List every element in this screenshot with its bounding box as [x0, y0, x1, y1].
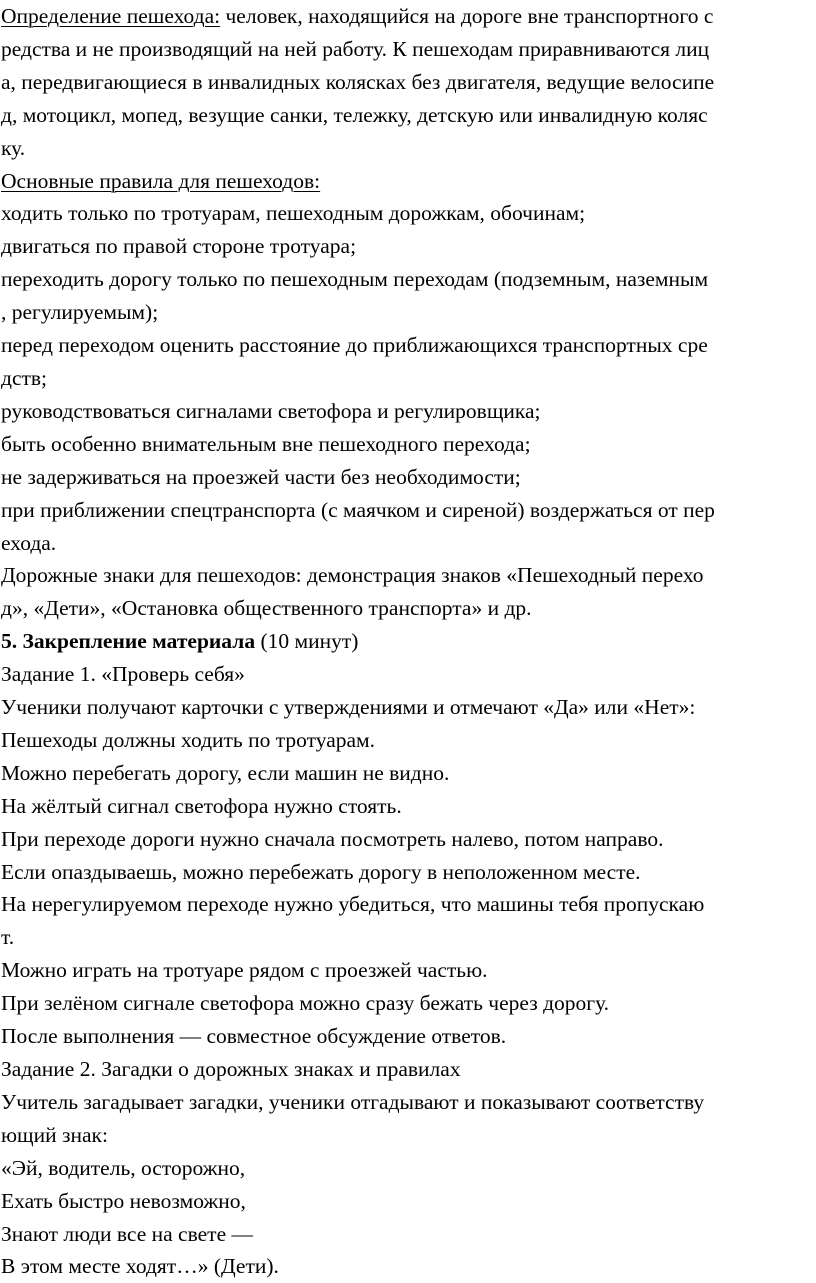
- task-1-line: При зелёном сигнале светофора можно сразу бежать через дорогу.: [1, 991, 610, 1016]
- definition-line-1: [0, 0, 816, 33]
- riddle-line: «Эй, водитель, осторожно,: [1, 1155, 246, 1180]
- task-1-line: Можно перебегать дорогу, если машин не видно.: [1, 760, 450, 785]
- definition-line: а, передвигающиеся в инвалидных колясках без двигателя, ведущие велосипе: [1, 69, 715, 94]
- definition-line: редства и не производящий на ней работу. К пешеходам приравниваются лиц: [1, 36, 710, 61]
- rule-line: Дорожные знаки для пешеходов: демонстрация знаков «Пешеходный перехо: [1, 563, 704, 588]
- section-5-duration: (10 минут): [255, 629, 359, 654]
- rules-heading: Основные правила для пешеходов:: [1, 168, 321, 193]
- rule-line: дств;: [1, 365, 48, 390]
- task-1-title: Задание 1. «Проверь себя»: [1, 662, 245, 687]
- task-1-line: т.: [1, 925, 15, 950]
- rule-line: переходить дорогу только по пешеходным переходам (подземным, наземным: [1, 267, 709, 292]
- rule-line: двигаться по правой стороне тротуара;: [1, 234, 357, 259]
- rule-line: при приближении спецтранспорта (с маячком и сиреной) воздержаться от пер: [1, 497, 715, 522]
- task-2-line: Учитель загадывает загадки, ученики отгадывают и показывают соответству: [1, 1089, 705, 1114]
- task-2-line: ющий знак:: [1, 1122, 108, 1147]
- task-1-line: Можно играть на тротуаре рядом с проезжей частью.: [1, 958, 488, 983]
- riddle-line: В этом месте ходят…» (Дети).: [1, 1254, 279, 1279]
- definition-line: д, мотоцикл, мопед, везущие санки, тележку, детскую или инвалидную коляс: [1, 102, 708, 127]
- rule-line: , регулируемым);: [1, 300, 159, 325]
- rule-line: руководствоваться сигналами светофора и регулировщика;: [1, 398, 541, 423]
- section-5-title: 5. Закрепление материала: [1, 629, 256, 654]
- rule-line: перед переходом оценить расстояние до приближающихся транспортных сре: [1, 333, 708, 358]
- rules-heading-line: [0, 165, 816, 198]
- section-5-heading: [0, 625, 816, 658]
- task-2-title: Задание 2. Загадки о дорожных знаках и правилах: [1, 1057, 461, 1081]
- task-1-line: На жёлтый сигнал светофора нужно стоять.: [1, 793, 402, 818]
- task-1-line: Пешеходы должны ходить по тротуарам.: [1, 727, 376, 752]
- task-1-line: На нерегулируемом переходе нужно убедиться, что машины тебя пропускаю: [1, 892, 705, 917]
- task-1-line: При переходе дороги нужно сначала посмотреть налево, потом направо.: [1, 826, 664, 851]
- task-1-line: После выполнения — совместное обсуждение ответов.: [1, 1024, 507, 1049]
- rule-line: не задерживаться на проезжей части без необходимости;: [1, 464, 521, 489]
- definition-line: ку.: [1, 135, 26, 160]
- riddle-line: Знают люди все на свете —: [1, 1221, 253, 1246]
- task-1-line: Ученики получают карточки с утверждениями и отмечают «Да» или «Нет»:: [1, 695, 696, 720]
- rule-line: ходить только по тротуарам, пешеходным дорожкам, обочинам;: [1, 201, 586, 226]
- rule-line: ехода.: [1, 530, 57, 555]
- riddle-line: Ехать быстро невозможно,: [1, 1188, 246, 1213]
- definition-heading: Определение пешехода:: [1, 4, 221, 28]
- definition-text: человек, находящийся на дороге вне транспортного с: [220, 4, 714, 28]
- rule-line: д», «Дети», «Остановка общественного транспорта» и др.: [1, 596, 532, 621]
- rule-line: быть особенно внимательным вне пешеходного перехода;: [1, 431, 531, 456]
- task-1-line: Если опаздываешь, можно перебежать дорогу в неположенном месте.: [1, 859, 641, 884]
